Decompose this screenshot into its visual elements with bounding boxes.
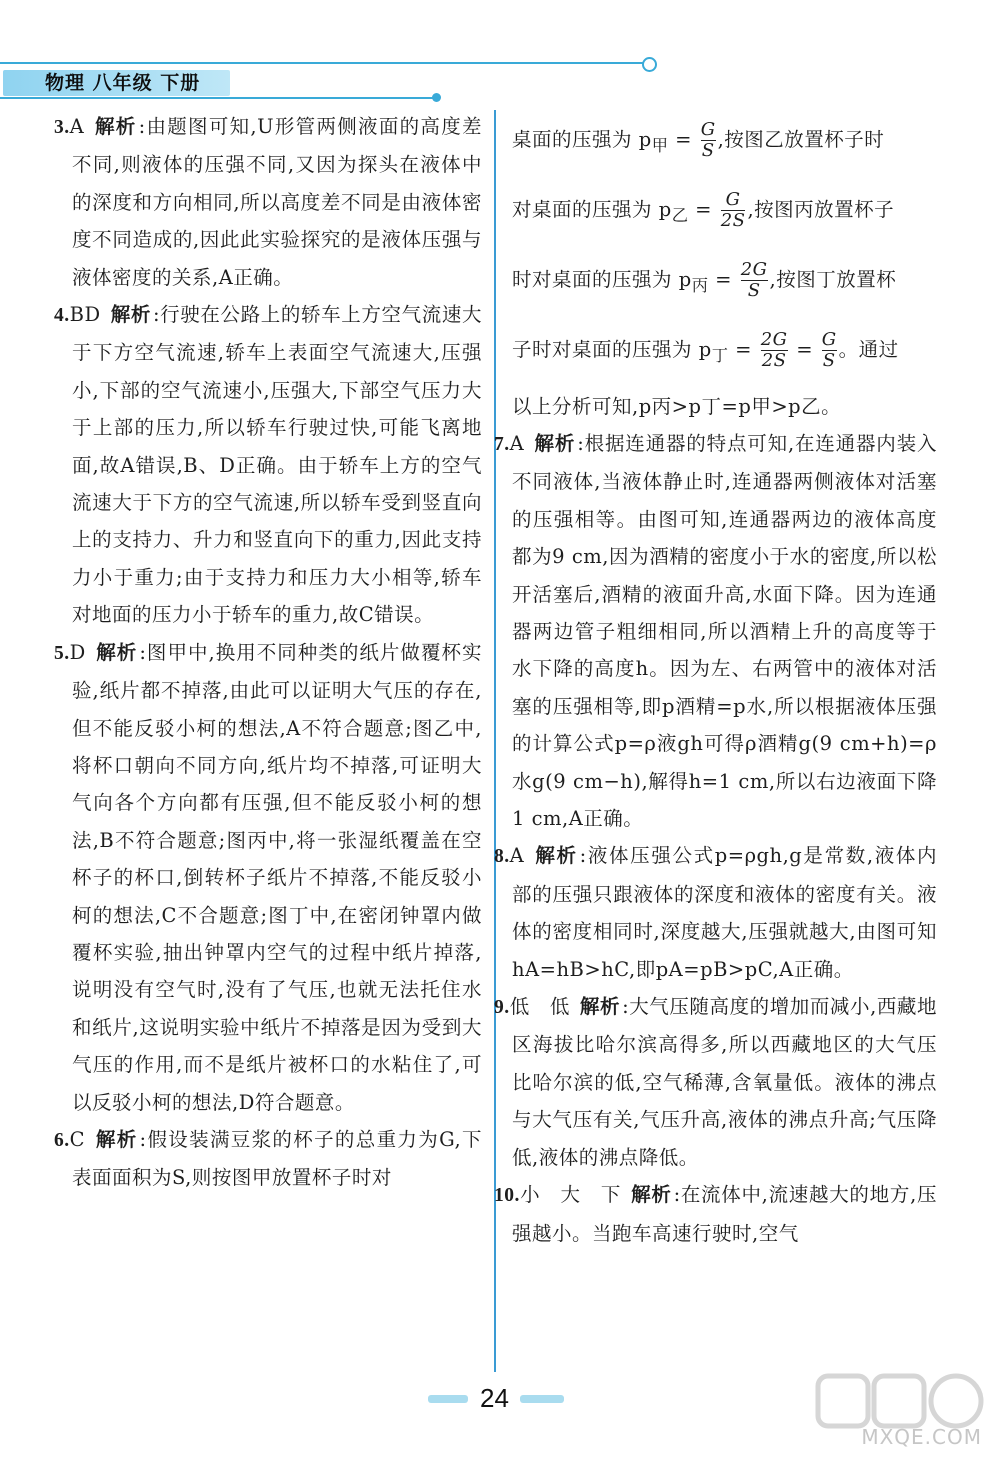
item-text: :由题图可知,U形管两侧液面的高度差不同,则液体的压强不同,又因为探头在液体中的深度和方向相同,所以高度差不同是由液体密度不同造成的,因此此实验探究的是液体压强与液体密度的关系,A正确。 xyxy=(72,115,482,289)
formula-line-1: 桌面的压强为 $p_甲$ = $\frac{G}{S}$ ,按图乙放置杯子时 xyxy=(512,119,885,161)
item-answer: A xyxy=(509,844,525,868)
item-label: 解析 xyxy=(631,1183,672,1207)
item-label: 解析 xyxy=(534,844,578,868)
fraction: $\frac{2G}{S}$ xyxy=(740,258,768,301)
item-label: 解析 xyxy=(94,115,137,138)
item-answer: BD xyxy=(69,303,101,327)
footer-deco-left xyxy=(428,1395,468,1403)
item-label: 解析 xyxy=(579,995,621,1019)
item-text: :在流体中,流速越大的地方,压强越小。当跑车高速行驶时,空气 xyxy=(512,1183,937,1245)
fraction: $\frac{G}{S}$ xyxy=(700,119,716,161)
conclusion-line: 以上分析可知,p丙>p丁=p甲>p乙。 xyxy=(512,394,842,418)
fraction: $\frac{G}{2S}$ xyxy=(720,188,746,231)
header-top-rule xyxy=(0,62,648,64)
header-bottom-rule xyxy=(0,97,436,99)
item-answer: D xyxy=(69,640,86,664)
answer-item-3 xyxy=(54,108,482,296)
item-label: 解析 xyxy=(95,1127,138,1151)
formula-line-3: 时对桌面的压强为 $p_丙$ = $\frac{2G}{S}$ ,按图丁放置杯 xyxy=(512,258,897,301)
item-number: 5. xyxy=(54,642,70,664)
header-title: 物理 八年级 下册 xyxy=(45,72,201,94)
header-rule-dot xyxy=(642,57,657,72)
formula-line-4: 子时对桌面的压强为 $p_丁$ = $\frac{2G}{2S}$ = $\frac{G}{S}$ 。通过 xyxy=(512,328,899,371)
item-answer: C xyxy=(69,1127,86,1151)
item-text: :假设装满豆浆的杯子的总重力为G,下表面面积为S,则按图甲放置杯子时对 xyxy=(72,1127,482,1190)
watermark-text: MXQE.COM xyxy=(861,1425,982,1449)
answer-item-7 xyxy=(494,425,937,837)
answer-item-9 xyxy=(494,988,937,1176)
right-column xyxy=(494,108,937,1252)
answer-item-10 xyxy=(494,1176,937,1252)
left-column xyxy=(54,108,482,1197)
header-bottom-dot xyxy=(432,93,441,102)
item-text: :液体压强公式p=ρgh,g是常数,液体内部的压强只跟液体的深度和液体的密度有关。液体的密度相同时,深度越大,压强就越大,由图可知hA=hB>hC,即pA=pB>pC,A正确。 xyxy=(512,844,937,981)
item-answer: 低 低 xyxy=(509,995,570,1019)
answer-item-8 xyxy=(494,837,937,988)
fraction: $\frac{G}{S}$ xyxy=(821,328,837,371)
column-divider xyxy=(494,110,496,1372)
item-answer: A xyxy=(509,431,525,455)
item-number: 9. xyxy=(494,997,510,1019)
item-number: 4. xyxy=(54,305,70,327)
item-number: 7. xyxy=(494,433,510,455)
footer-deco-right xyxy=(520,1395,564,1403)
item-answer: 小 大 下 xyxy=(519,1183,622,1207)
fraction: $\frac{2G}{2S}$ xyxy=(760,328,788,371)
item-number: 6. xyxy=(54,1129,70,1151)
answer-item-6 xyxy=(54,1121,482,1197)
item-number: 3. xyxy=(54,117,70,138)
item-text: :行驶在公路上的轿车上方空气流速大于下方空气流速,轿车上表面空气流速大,压强小,下部的空气流速小,压强大,下部空气压力大于上部的压力,所以轿车行驶过快,可能飞离地面,故A错误,B、D正确。由于轿车上方的空气流速大于下方的空气流速,所以轿车受到竖直向上的支持力、升力和竖直向下的重力,因此支持力小于重力;由于支持力和压力大小相等,轿车对地面的压力小于轿车的重力,故C错误。 xyxy=(72,303,482,627)
answer-item-4 xyxy=(54,296,482,634)
item-text: :图甲中,换用不同种类的纸片做覆杯实验,纸片都不掉落,由此可以证明大气压的存在,但不能反驳小柯的想法,A不符合题意;图乙中,将杯口朝向不同方向,纸片均不掉落,可证明大气向各个方向都有压强,但不能反驳小柯的想法,B不符合题意;图丙中,将一张湿纸覆盖在空杯子的杯口,倒转杯子纸片不掉落,不能反驳小柯的想法,C不合题意;图丁中,在密闭钟罩内做覆杯实验,抽出钟罩内空气的过程中纸片掉落,说明没有空气时,没有了气压,也就无法托住水和纸片,这说明实验中纸片不掉落是因为受到大气压的作用,而不是纸片被杯口的水粘住了,可以反驳小柯的想法,D符合题意。 xyxy=(72,640,482,1114)
formula-line-2: 对桌面的压强为 $p_乙$ = $\frac{G}{2S}$ ,按图丙放置杯子 xyxy=(512,188,895,231)
page-header xyxy=(0,0,1000,110)
item-label: 解析 xyxy=(95,640,138,664)
item-text: :根据连通器的特点可知,在连通器内装入不同液体,当液体静止时,连通器两侧液体对活塞的压强相等。由图可知,连通器两边的液体高度都为9 cm,因为酒精的密度小于水的密度,所以松开活塞后,酒精的液面升高,水面下降。因为连通器两边管子粗细相同,所以酒精上升的高度等于水下降的高度h。因为左、右两管中的液体对活塞的压强相等,即p酒精=p水,所以根据液体压强的计算公式p=ρ液gh可得ρ酒精g(9 cm+h)=ρ水g(9 cm−h),解得h=1 cm,所以右边液面下降1 cm,A正确。 xyxy=(512,431,937,831)
item-label: 解析 xyxy=(110,303,151,327)
answer-item-5 xyxy=(54,634,482,1121)
item-number: 8. xyxy=(494,846,510,868)
item-6-continuation xyxy=(512,108,937,425)
item-answer: A xyxy=(69,115,85,138)
item-number: 10. xyxy=(494,1185,520,1207)
item-text: :大气压随高度的增加而减小,西藏地区海拔比哈尔滨高得多,所以西藏地区的大气压比哈尔滨的低,空气稀薄,含氧量低。液体的沸点与大气压有关,气压升高,液体的沸点升高;气压降低,液体的沸点降低。 xyxy=(512,995,937,1169)
page-number: 24 xyxy=(480,1383,509,1413)
item-label: 解析 xyxy=(534,431,576,455)
